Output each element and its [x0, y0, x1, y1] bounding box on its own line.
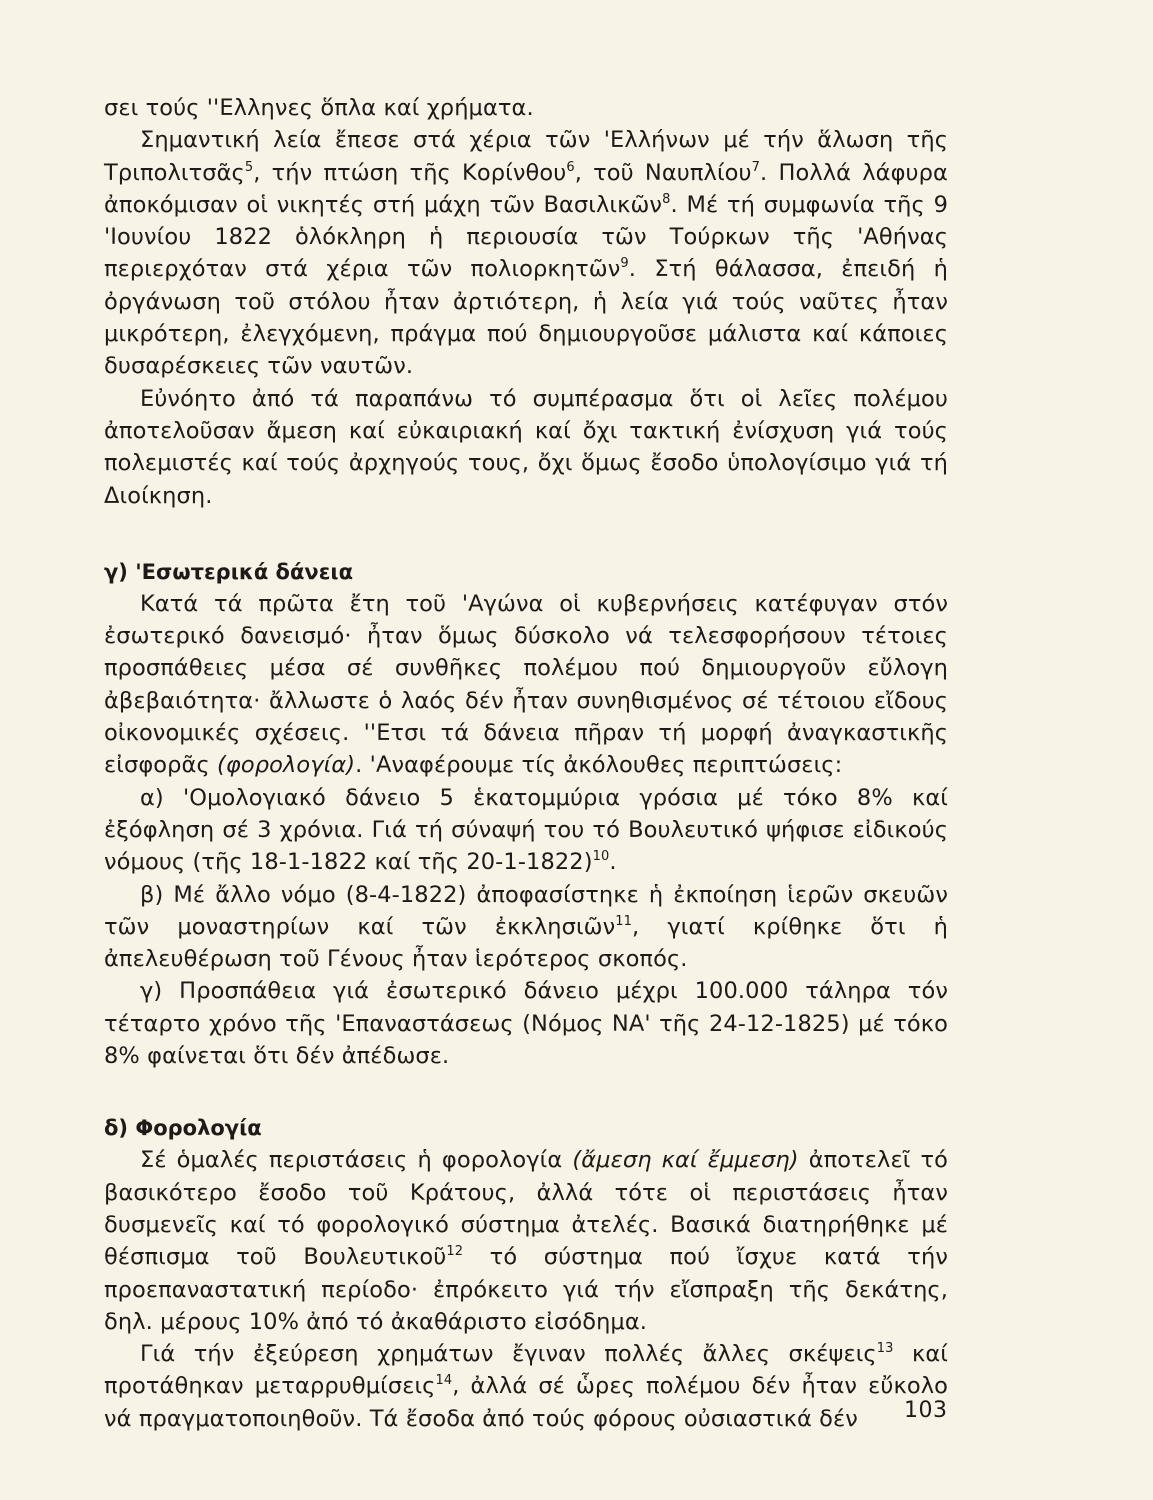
page-number: 103: [904, 1398, 948, 1423]
footnote-ref: 5: [244, 159, 254, 175]
paragraph-conclusion: Εὐνόητο ἀπό τά παραπάνω τό συμπέρασμα ὅτι οἱ λεῖες πολέμου ἀποτελοῦσαν ἄμεση καί εὐκαιριακή καί ὄχι τακτική ἐνίσχυση γιά τούς πολεμιστές καί τούς ἀρχηγούς τους, ὄχι ὅμως ἔσοδο ὑπολογίσιμο γιά τή Διοίκηση.: [104, 385, 948, 509]
paragraph-loans: Κατά τά πρῶτα ἔτη τοῦ 'Αγώνα οἱ κυβερνήσεις κατέφυγαν στόν ἐσωτερικό δανεισμό· ἦταν ὅμως δύσκολο νά τελεσφορήσουν τέτοιες προσπάθειες μέσα σέ συνθῆκες πολέμου πού δημιουργοῦν εὔλογη ἀβεβαιότητα· ἄλλωστε ὁ λαός δέν ἦταν συνηθισμένος σέ τέτοιου εἴδους οἰκονομικές σχέσεις. ''Ετσι τά δάνεια πῆραν τή μορφή ἀναγκαστικῆς εἰσφορᾶς (φορολογία). 'Αναφέρουμε τίς ἀκόλουθες περιπτώσεις:: [104, 590, 948, 779]
footnote-ref: 10: [592, 849, 610, 865]
footnote-ref: 6: [566, 159, 575, 175]
footnote-ref: 8: [662, 191, 671, 207]
footnote-ref: 11: [615, 913, 633, 929]
paragraph-spoils: Σημαντική λεία ἔπεσε στά χέρια τῶν 'Ελλήνων μέ τήν ἅλωση τῆς Τριπολιτσᾶς$^5$, τήν πτώση τῆς Κορίνθου$^6$, τοῦ Ναυπλίου$^7$. Πολλά λάφυρα ἀποκόμισαν οἱ νικητές στή μάχη τῶν Βασιλικῶν$^8$. Μέ τή συμφωνία τῆς 9 'Ιουνίου 1822 ὁλόκληρη ἡ περιουσία τῶν Τούρκων τῆς 'Αθήνας περιερχόταν στά χέρια τῶν πολιορκητῶν$^9$. Στή θάλασσα, ἐπειδή ἡ ὀργάνωση τοῦ στόλου ἦταν ἀρτιότερη, ἡ λεία γιά τούς ναῦτες ἦταν μικρότερη, ἐλεγχόμενη, πράγμα πού δημιουργοῦσε μάλιστα καί κάποιες δυσαρέσκειες τῶν ναυτῶν.: [104, 127, 948, 380]
footnote-ref: 7: [751, 159, 761, 175]
section-heading-taxation: δ) Φορολογία: [104, 1116, 262, 1141]
section-heading-internal-loans: γ) 'Εσωτερικά δάνεια: [104, 559, 354, 584]
footnote-ref: 12: [446, 1244, 464, 1260]
paragraph-continued: σει τούς ''Ελληνες ὅπλα καί χρήματα.: [104, 95, 534, 121]
footnote-ref: 9: [620, 256, 629, 272]
paragraph-taxation: Σέ ὁμαλές περιστάσεις ἡ φορολογία (ἄμεση καί ἔμμεση) ἀποτελεῖ τό βασικότερο ἔσοδο τοῦ Κράτους, ἀλλά τότε οἱ περιστάσεις ἦταν δυσμενεῖς καί τό φορολογικό σύστημα ἀτελές. Βασικά διατηρήθηκε μέ θέσπισμα τοῦ Βουλευτικοῦ$^{12}$ τό σύστημα πού ἴσχυε κατά τήν προεπαναστατική περίοδο· ἐπρόκειτο γιά τήν εἴσπραξη τῆς δεκάτης, δηλ. μέρους 10% ἀπό τό ἀκαθάριστο εἰσόδημα.: [104, 1147, 948, 1335]
footnote-ref: 14: [435, 1373, 453, 1389]
list-item-c: γ) Προσπάθεια γιά ἐσωτερικό δάνειο μέχρι 100.000 τάληρα τόν τέταρτο χρόνο τῆς 'Επαναστάσεως (Νόμος ΝΑ' τῆς 24-12-1825) μέ τόκο 8% φαίνεται ὅτι δέν ἀπέδωσε.: [104, 978, 948, 1070]
list-item-a: α) 'Ομολογιακό δάνειο 5 ἑκατομμύρια γρόσια μέ τόκο 8% καί ἐξόφληση σέ 3 χρόνια. Γιά τή σύναψή του τό Βουλευτικό ψήφισε εἰδικούς νόμους (τῆς 18-1-1822 καί τῆς 20-1-1822)$^{10}$.: [104, 784, 948, 876]
list-item-b: β) Μέ ἄλλο νόμο (8-4-1822) ἀποφασίστηκε ἡ ἐκποίηση ἱερῶν σκευῶν τῶν μοναστηρίων καί τῶν ἐκκλησιῶν$^{11}$, γιατί κρίθηκε ὅτι ἡ ἀπελευθέρωση τοῦ Γένους ἦταν ἱερότερος σκοπός.: [104, 881, 948, 973]
paragraph-revenue: Γιά τήν ἐξεύρεση χρημάτων ἔγιναν πολλές ἄλλες σκέψεις$^{13}$ καί προτάθηκαν μεταρρυθμίσεις$^{14}$, ἀλλά σέ ὧρες πολέμου δέν ἦταν εὔκολο νά πραγματοποιηθοῦν. Τά ἔσοδα ἀπό τούς φόρους οὐσιαστικά δέν: [104, 1341, 949, 1432]
footnote-ref: 13: [876, 1341, 894, 1357]
